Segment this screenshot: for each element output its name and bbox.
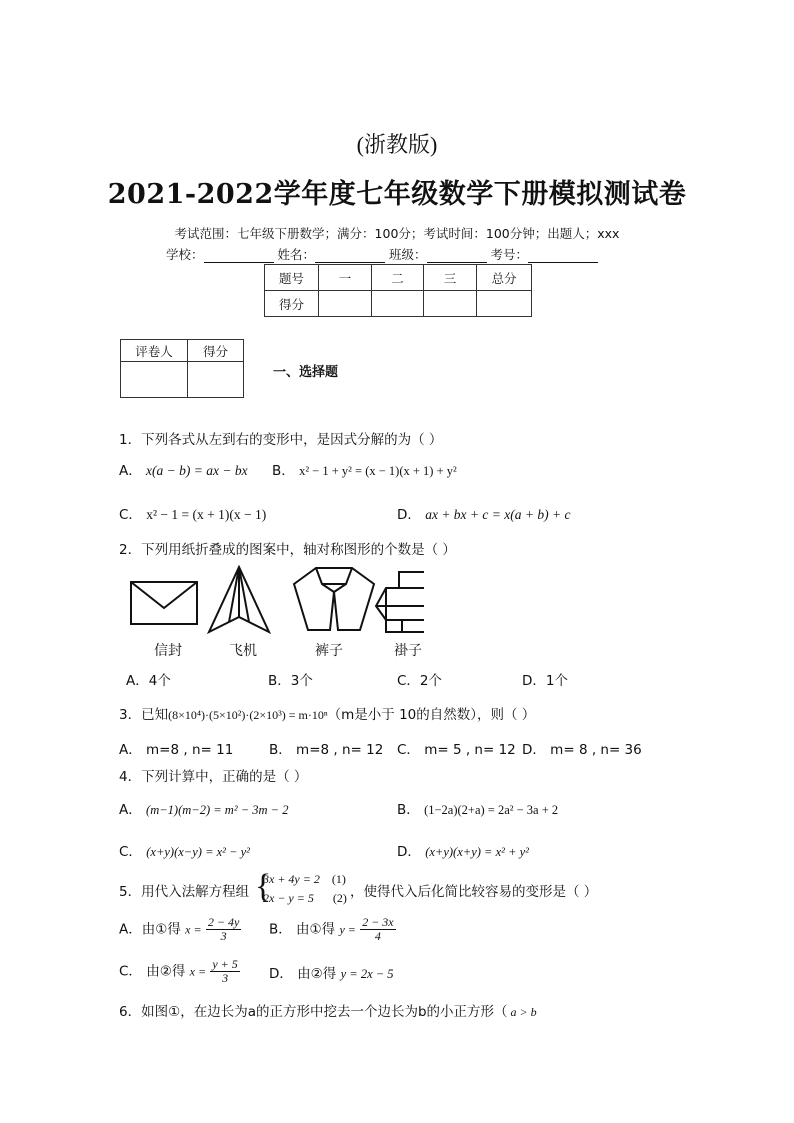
score-header-cell: 三 <box>424 265 477 291</box>
figure-label-airplane: 飞机 <box>229 643 257 659</box>
question-1-option-d[interactable]: D． ax + bx + c = x(a + b) + c <box>397 507 571 523</box>
question-4-stem: 4．下列计算中，正确的是（ ） <box>119 769 308 785</box>
grader-cell[interactable] <box>121 362 188 398</box>
question-1-option-a[interactable]: A． x(a − b) = ax − bx <box>119 463 248 479</box>
score-table <box>264 264 532 317</box>
question-4-option-b[interactable]: B． (1−2a)(2+a) = 2a² − 3a + 2 <box>397 802 559 818</box>
score-row-label: 得分 <box>265 291 319 317</box>
question-2-option-a[interactable]: A．4个 <box>126 673 171 689</box>
question-5-option-a[interactable]: A．由①得 x = $\frac{2 - 4y}{3}$ <box>119 915 240 943</box>
question-1-option-b[interactable]: B． x² − 1 + y² = (x − 1)(x + 1) + y² <box>272 463 457 479</box>
score-cell[interactable] <box>372 291 424 317</box>
grader-header-cell: 得分 <box>188 340 244 362</box>
question-4-option-d[interactable]: D． (x+y)(x+y) = x² + y² <box>397 844 529 860</box>
figure-label-pants: 裤子 <box>315 643 343 659</box>
grader-cell[interactable] <box>188 362 244 398</box>
question-1-option-c[interactable]: C． x² − 1 = (x + 1)(x − 1) <box>119 507 267 523</box>
question-5-stem-post: ，使得代入后化简比较容易的变形是（ ） <box>350 884 598 900</box>
envelope-figure <box>131 582 197 624</box>
class-label: 班级： <box>389 247 427 262</box>
score-header-cell: 题号 <box>265 265 319 291</box>
question-3-option-c[interactable]: C． m= 5 , n= 12 <box>397 742 516 758</box>
question-5-option-b[interactable]: B． 由①得 y = $\frac{2 - 3x}{4}$ <box>269 915 394 943</box>
jacket-figure <box>376 572 424 632</box>
score-header-cell: 二 <box>372 265 424 291</box>
school-label: 学校： <box>166 247 204 262</box>
question-4-option-a[interactable]: A． (m−1)(m−2) = m² − 3m − 2 <box>119 802 289 818</box>
question-5-option-c[interactable]: C． 由②得 x = $\frac{y + 5}{3}$ <box>119 957 238 985</box>
figure-label-envelope: 信封 <box>154 643 182 659</box>
name-label: 姓名： <box>277 247 316 262</box>
grader-header-cell: 评卷人 <box>121 340 188 362</box>
question-3-option-b[interactable]: B． m=8 , n= 12 <box>269 742 384 758</box>
score-cell[interactable] <box>477 291 532 317</box>
score-cell[interactable] <box>424 291 477 317</box>
exam-info: 考试范围：七年级下册数学；满分：100分；考试时间：100分钟；出题人；xxx <box>174 226 620 241</box>
edition-label: (浙教版) <box>356 132 438 157</box>
question-2-option-c[interactable]: C．2个 <box>397 673 443 689</box>
system-equation-2: 2x − y = 5 (2) <box>263 891 347 905</box>
question-3-option-d[interactable]: D． m= 8 , n= 36 <box>522 742 642 758</box>
student-info-line <box>166 245 598 263</box>
airplane-figure <box>209 567 269 632</box>
question-3-stem: 3．已知(8×10⁴)·(5×10²)·(2×10³) = m·10ⁿ（m是小于 10的自然数），则（ ） <box>119 707 536 723</box>
exam-number-blank[interactable] <box>528 250 598 263</box>
exam-title: 2021-2022学年度七年级数学下册模拟测试卷 <box>107 179 687 210</box>
figure-label-jacket: 褂子 <box>394 643 422 659</box>
question-6-stem: 6．如图①，在边长为a的正方形中挖去一个边长为b的小正方形（ a > b <box>119 1004 537 1020</box>
grader-table <box>120 339 244 398</box>
question-2-option-b[interactable]: B．3个 <box>268 673 313 689</box>
score-cell[interactable] <box>319 291 372 317</box>
folded-paper-figures <box>124 562 424 640</box>
name-blank[interactable] <box>315 250 385 263</box>
fraction: $\frac{2 - 4y}{3}$ <box>207 915 240 943</box>
class-blank[interactable] <box>427 250 487 263</box>
score-header-cell: 总分 <box>477 265 532 291</box>
question-2-option-d[interactable]: D．1个 <box>522 673 568 689</box>
question-2-stem: 2．下列用纸折叠成的图案中，轴对称图形的个数是（ ） <box>119 542 456 558</box>
system-equation-1: 3x + 4y = 2 (1) <box>263 872 346 886</box>
pants-figure <box>294 568 374 630</box>
question-4-option-c[interactable]: C． (x+y)(x−y) = x² − y² <box>119 844 250 860</box>
exam-number-label: 考号： <box>490 247 529 262</box>
school-blank[interactable] <box>204 250 274 263</box>
question-5-stem-pre: 5．用代入法解方程组 <box>119 884 250 900</box>
fraction: $\frac{2 - 3x}{4}$ <box>362 915 394 943</box>
score-header-cell: 一 <box>319 265 372 291</box>
question-5-option-d[interactable]: D． 由②得 y = 2x − 5 <box>269 966 394 982</box>
question-3-option-a[interactable]: A． m=8 , n= 11 <box>119 742 234 758</box>
fraction: $\frac{y + 5}{3}$ <box>212 957 238 985</box>
question-1-stem: 1．下列各式从左到右的变形中，是因式分解的为（ ） <box>119 432 443 448</box>
system-brace: { <box>255 868 272 905</box>
section-title: 一、选择题 <box>273 365 339 380</box>
